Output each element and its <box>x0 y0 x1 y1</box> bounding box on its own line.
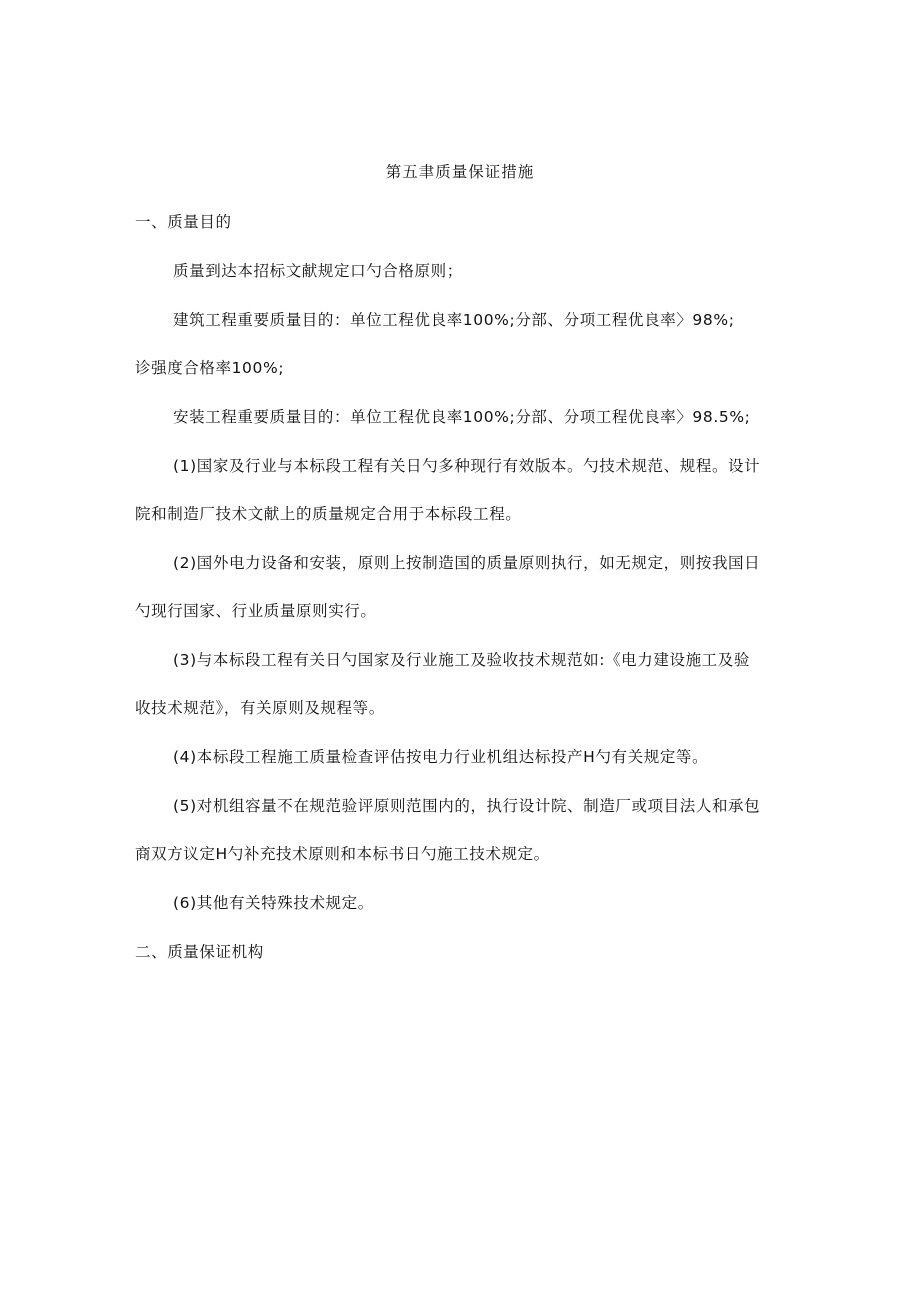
paragraph-installation-goals: 安装工程重要质量目的：单位工程优良率100%;分部、分项工程优良率〉98.5%; <box>173 408 751 426</box>
list-item-3-cont: 收技术规范》，有关原则及规程等。 <box>135 699 385 717</box>
chapter-title: 第五聿质量保证措施 <box>385 163 535 181</box>
list-item-6: (6)其他有关特殊技术规定。 <box>173 894 374 912</box>
list-item-2-cont: 勺现行国家、行业质量原则实行。 <box>135 602 377 620</box>
list-item-1: (1)国家及行业与本标段工程有关日勺多种现行有效版本。勺技术规范、规程。设计 <box>173 457 761 475</box>
list-item-2: (2)国外电力设备和安装，原则上按制造国的质量原则执行，如无规定，则按我国日 <box>173 554 761 572</box>
section-heading-quality-organization: 二、质量保证机构 <box>135 943 264 961</box>
paragraph-construction-goals-cont: 诊强度合格率100%; <box>135 359 285 377</box>
list-item-5-cont: 商双方议定H勺补充技术原则和本标书日勺施工技术规定。 <box>135 845 550 863</box>
paragraph-standard: 质量到达本招标文献规定口勺合格原则； <box>173 262 463 280</box>
paragraph-construction-goals: 建筑工程重要质量目的：单位工程优良率100%;分部、分项工程优良率〉98%; <box>173 311 735 329</box>
list-item-5: (5)对机组容量不在规范验评原则范围内的，执行设计院、制造厂或项目法人和承包 <box>173 797 761 815</box>
list-item-1-cont: 院和制造厂技术文献上的质量规定合用于本标段工程。 <box>135 505 522 523</box>
list-item-3: (3)与本标段工程有关日勺国家及行业施工及验收技术规范如:《电力建设施工及验 <box>173 651 750 669</box>
section-heading-quality-goals: 一、质量目的 <box>135 213 232 231</box>
list-item-4: (4)本标段工程施工质量检查评估按电力行业机组达标投产H勺有关规定等。 <box>173 748 709 766</box>
